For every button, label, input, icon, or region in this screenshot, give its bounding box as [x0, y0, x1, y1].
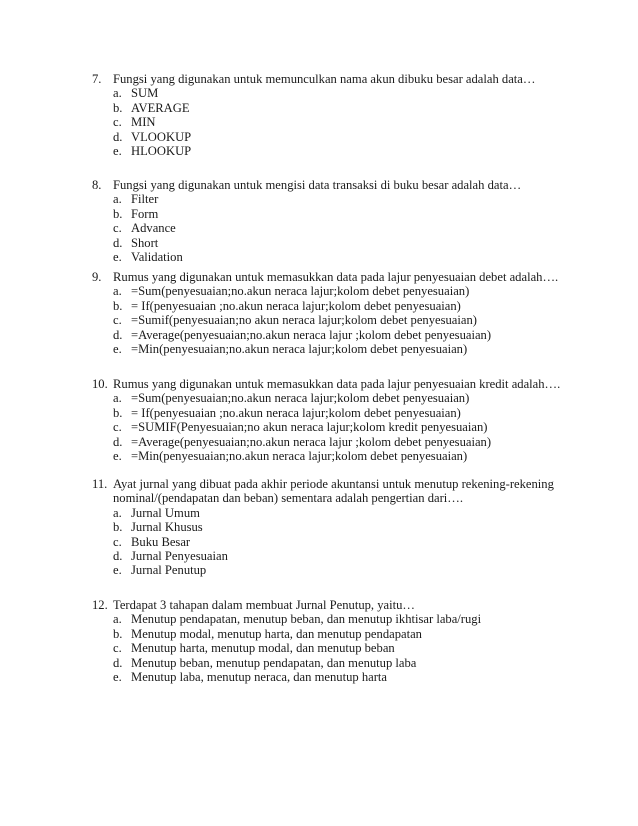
option-text: =Average(penyesuaian;no.akun neraca lajur ;kolom debet penyesuaian)	[131, 327, 492, 342]
option-text: HLOOKUP	[131, 143, 192, 158]
option-text: Jurnal Penyesuaian	[131, 548, 228, 563]
option-text: =Sumif(penyesuaian;no akun neraca lajur;kolom debet penyesuaian)	[131, 313, 477, 328]
answer-option	[0, 130, 638, 144]
answer-option	[0, 420, 638, 434]
answer-option	[0, 641, 638, 655]
answer-option	[0, 435, 638, 449]
option-text: Menutup harta, menutup modal, dan menutup beban	[131, 641, 395, 656]
option-letter: c.	[113, 534, 122, 549]
option-letter: a.	[113, 86, 122, 101]
answer-option	[0, 656, 638, 670]
option-letter: d.	[113, 548, 123, 563]
option-text: Jurnal Khusus	[131, 520, 203, 535]
answer-option	[0, 670, 638, 684]
question-text: Fungsi yang digunakan untuk mengisi data transaksi di buku besar adalah data…	[113, 178, 522, 192]
option-text: AVERAGE	[131, 100, 190, 115]
answer-option	[0, 328, 638, 342]
question-11	[0, 477, 638, 578]
option-text: = If(penyesuaian ;no.akun neraca lajur;kolom debet penyesuaian)	[131, 298, 461, 313]
answer-option	[0, 612, 638, 626]
answer-option	[0, 101, 638, 115]
question-number: 7.	[92, 72, 102, 86]
option-letter: e.	[113, 249, 122, 264]
option-letter: b.	[113, 626, 123, 641]
question-number: 11.	[92, 477, 108, 491]
answer-option	[0, 86, 638, 100]
question-text: Terdapat 3 tahapan dalam membuat Jurnal Penutup, yaitu…	[113, 598, 415, 612]
option-text: VLOOKUP	[131, 129, 192, 144]
option-text: Short	[131, 235, 159, 250]
answer-option	[0, 284, 638, 298]
option-letter: b.	[113, 405, 123, 420]
question-7	[0, 72, 638, 158]
option-letter: d.	[113, 235, 123, 250]
option-letter: d.	[113, 327, 123, 342]
question-8	[0, 178, 638, 264]
question-9	[0, 270, 638, 356]
option-text: Filter	[131, 192, 159, 207]
option-letter: e.	[113, 143, 122, 158]
option-letter: b.	[113, 298, 123, 313]
option-letter: d.	[113, 434, 123, 449]
option-letter: a.	[113, 192, 122, 207]
answer-option	[0, 207, 638, 221]
option-text: MIN	[131, 115, 156, 130]
answer-option	[0, 563, 638, 577]
question-text: Fungsi yang digunakan untuk memunculkan nama akun dibuku besar adalah data…	[113, 72, 536, 86]
answer-option	[0, 299, 638, 313]
option-letter: a.	[113, 284, 122, 299]
option-letter: c.	[113, 641, 122, 656]
option-letter: c.	[113, 115, 122, 130]
answer-option	[0, 313, 638, 327]
question-number: 12.	[92, 598, 108, 612]
answer-option	[0, 520, 638, 534]
option-text: Menutup beban, menutup pendapatan, dan menutup laba	[131, 655, 417, 670]
question-12	[0, 598, 638, 684]
option-text: Menutup laba, menutup neraca, dan menutup harta	[131, 669, 387, 684]
option-letter: e.	[113, 448, 122, 463]
option-text: =SUMIF(Penyesuaian;no akun neraca lajur;kolom kredit penyesuaian)	[131, 420, 488, 435]
option-text: Form	[131, 206, 159, 221]
option-text: Advance	[131, 221, 176, 236]
option-text: Jurnal Umum	[131, 505, 200, 520]
option-text: Menutup modal, menutup harta, dan menutup pendapatan	[131, 626, 422, 641]
option-letter: c.	[113, 420, 122, 435]
option-text: Jurnal Penutup	[131, 563, 207, 578]
option-letter: c.	[113, 221, 122, 236]
option-letter: d.	[113, 655, 123, 670]
option-text: =Sum(penyesuaian;no.akun neraca lajur;kolom debet penyesuaian)	[131, 391, 470, 406]
option-text: Validation	[131, 249, 183, 264]
question-number: 8.	[92, 178, 102, 192]
answer-option	[0, 391, 638, 405]
answer-option	[0, 342, 638, 356]
question-10	[0, 377, 638, 463]
question-text: Ayat jurnal yang dibuat pada akhir periode akuntansi untuk menutup rekening-rekening	[113, 477, 554, 491]
option-text: Buku Besar	[131, 534, 191, 549]
question-number: 10.	[92, 377, 108, 391]
question-line	[0, 178, 638, 192]
answer-option	[0, 236, 638, 250]
option-letter: a.	[113, 612, 122, 627]
option-letter: a.	[113, 391, 122, 406]
option-text: =Sum(penyesuaian;no.akun neraca lajur;kolom debet penyesuaian)	[131, 284, 470, 299]
question-line	[0, 598, 638, 612]
question-text: Rumus yang digunakan untuk memasukkan data pada lajur penyesuaian kredit adalah….	[113, 377, 561, 391]
question-line	[0, 377, 638, 391]
answer-option	[0, 506, 638, 520]
answer-option	[0, 221, 638, 235]
option-letter: e.	[113, 563, 122, 578]
question-text: Rumus yang digunakan untuk memasukkan data pada lajur penyesuaian debet adalah….	[113, 270, 559, 284]
answer-option	[0, 115, 638, 129]
answer-option	[0, 250, 638, 264]
option-letter: b.	[113, 100, 123, 115]
option-letter: b.	[113, 206, 123, 221]
answer-option	[0, 549, 638, 563]
option-text: = If(penyesuaian ;no.akun neraca lajur;kolom debet penyesuaian)	[131, 405, 461, 420]
option-text: Menutup pendapatan, menutup beban, dan menutup ikhtisar laba/rugi	[131, 612, 482, 627]
question-number: 9.	[92, 270, 102, 284]
question-line	[0, 270, 638, 284]
option-letter: e.	[113, 669, 122, 684]
option-letter: b.	[113, 520, 123, 535]
option-text: =Min(penyesuaian;no.akun neraca lajur;kolom debet penyesuaian)	[131, 448, 468, 463]
answer-option	[0, 406, 638, 420]
option-text: =Min(penyesuaian;no.akun neraca lajur;kolom debet penyesuaian)	[131, 341, 468, 356]
option-letter: d.	[113, 129, 123, 144]
question-line	[0, 72, 638, 86]
answer-option	[0, 627, 638, 641]
option-letter: a.	[113, 505, 122, 520]
answer-option	[0, 535, 638, 549]
answer-option	[0, 144, 638, 158]
answer-option	[0, 449, 638, 463]
question-line	[0, 491, 638, 505]
option-letter: c.	[113, 313, 122, 328]
option-letter: e.	[113, 341, 122, 356]
option-text: SUM	[131, 86, 159, 101]
question-line	[0, 477, 638, 491]
question-text: nominal/(pendapatan dan beban) sementara adalah pengertian dari….	[113, 491, 464, 506]
answer-option	[0, 192, 638, 206]
option-text: =Average(penyesuaian;no.akun neraca lajur ;kolom debet penyesuaian)	[131, 434, 492, 449]
